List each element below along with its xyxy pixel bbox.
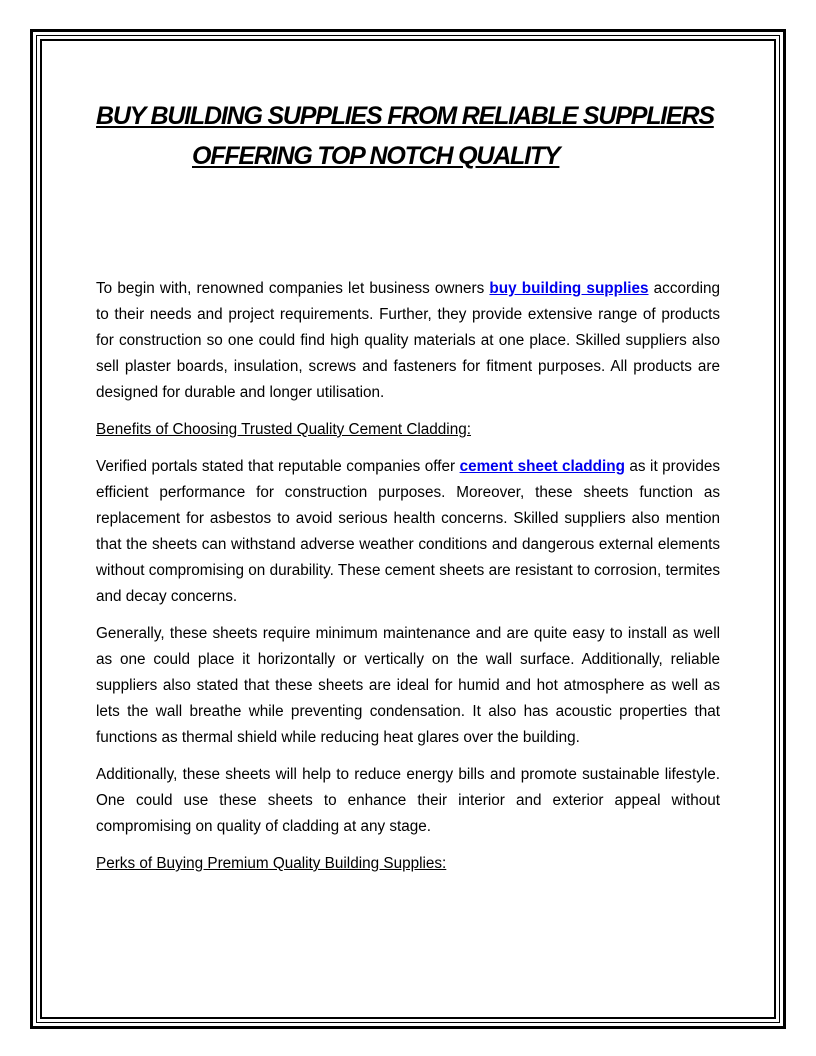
document-title-line-2: OFFERING TOP NOTCH QUALITY	[192, 142, 560, 170]
paragraph-cement-text-start: Verified portals stated that reputable companies offer	[96, 458, 460, 475]
cement-sheet-cladding-link[interactable]: cement sheet cladding	[459, 458, 625, 475]
paragraph-cement-text-end: as it provides efficient performance for construction purposes. Moreover, these sheets function as replacement for asbestos to avoid serious health concerns. Skilled suppliers also mention that the sheets can withstand adverse weather conditions and dangerous external elements without compromising on durability. These cement sheets are resistant to corrosion, termites and decay concerns.	[96, 458, 720, 605]
paragraph-intro	[96, 276, 720, 406]
subheading-cement-cladding-benefits: Benefits of Choosing Trusted Quality Cement Cladding:	[96, 421, 471, 438]
paragraph-energy-bills: Additionally, these sheets will help to reduce energy bills and promote sustainable lifestyle. One could use these sheets to enhance their interior and exterior appeal without compromising on quality of cladding at any stage.	[96, 766, 720, 835]
paragraph-intro-text-start: To begin with, renowned companies let business owners	[96, 280, 490, 297]
document-content	[96, 96, 720, 888]
document-body	[96, 276, 720, 877]
paragraph-intro-text-end: according to their needs and project requirements. Further, they provide extensive range of products for construction so one could find high quality materials at one place. Skilled suppliers also sell plaster boards, insulation, screws and fasteners for fitment purposes. All products are designed for durable and longer utilisation.	[96, 280, 720, 401]
paragraph-maintenance: Generally, these sheets require minimum maintenance and are quite easy to install as well as one could place it horizontally or vertically on the wall surface. Additionally, reliable suppliers also stated that these sheets are ideal for humid and hot atmosphere as well as lets the wall breathe while preventing condensation. It also has acoustic properties that functions as thermal shield while reducing heat glares over the building.	[96, 625, 720, 746]
document-title-line-1: BUY BUILDING SUPPLIES FROM RELIABLE SUPPLIERS	[96, 102, 714, 130]
paragraph-cement-cladding	[96, 454, 720, 610]
subheading-premium-supplies-perks: Perks of Buying Premium Quality Building Supplies:	[96, 855, 447, 872]
buy-building-supplies-link[interactable]: buy building supplies	[489, 280, 649, 297]
